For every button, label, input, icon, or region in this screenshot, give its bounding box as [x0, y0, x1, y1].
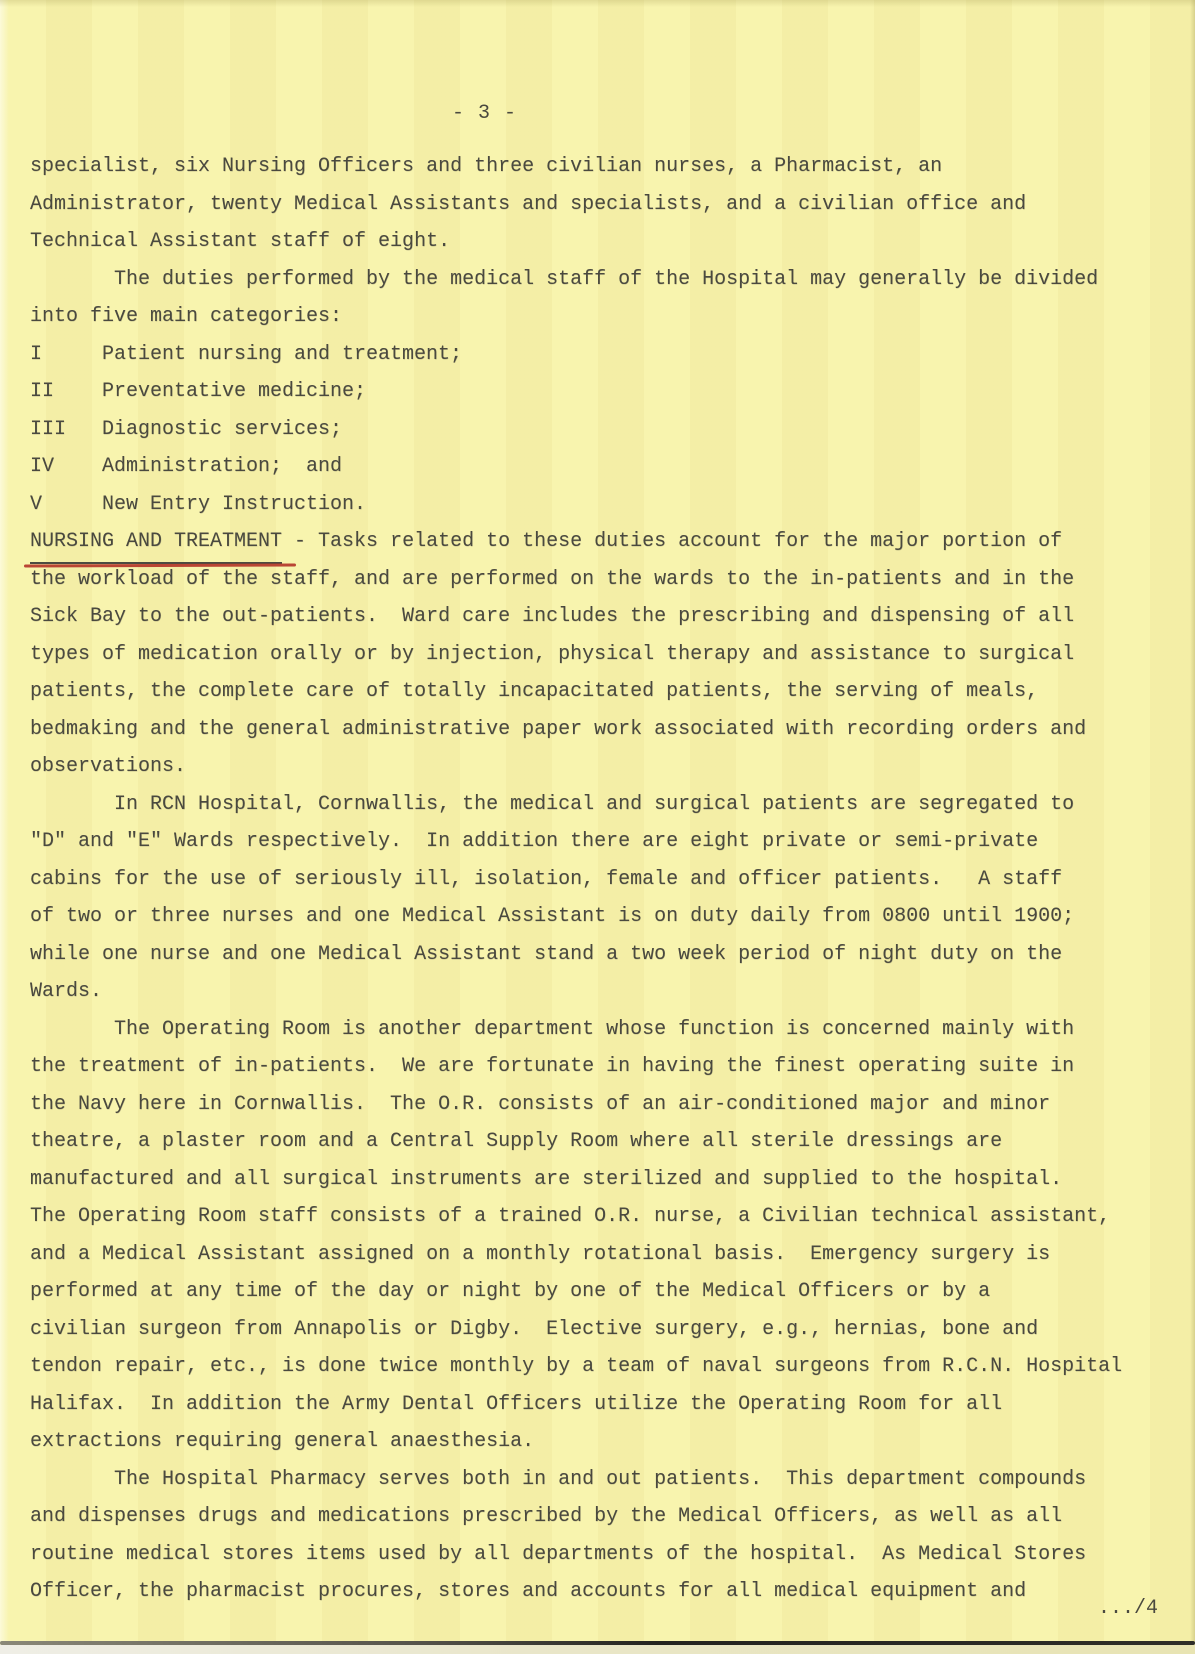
- text-line: The Hospital Pharmacy serves both in and out patients. This department compounds: [30, 1467, 1087, 1491]
- text-line: theatre, a plaster room and a Central Supply Room where all sterile dressings are: [30, 1130, 1003, 1153]
- list-label: Patient nursing and treatment;: [102, 342, 463, 366]
- text-line: extractions requiring general anaesthesia.: [30, 1430, 535, 1453]
- list-item-line: [30, 486, 1180, 524]
- text-line: manufactured and all surgical instruments are sterilized and supplied to the hospital.: [30, 1167, 1063, 1191]
- text-line: Wards.: [30, 980, 103, 1003]
- text-line: The Operating Room is another department whose function is concerned mainly with: [30, 1017, 1075, 1041]
- text-line: types of medication orally or by injection, physical therapy and assistance to surgical: [30, 642, 1075, 666]
- scanner-background-strip: [0, 1645, 1195, 1654]
- list-label: Preventative medicine;: [102, 380, 367, 403]
- list-numeral: III: [30, 417, 67, 441]
- list-item-line: [30, 336, 1180, 374]
- list-label: New Entry Instruction.: [102, 492, 367, 516]
- text-line: cabins for the use of seriously ill, isolation, female and officer patients. A staff: [30, 867, 1063, 891]
- text-line: The Operating Room staff consists of a trained O.R. nurse, a Civilian technical assistant,: [30, 1205, 1111, 1228]
- text-line: Technical Assistant staff of eight.: [30, 230, 451, 253]
- text-line: observations.: [30, 755, 187, 778]
- list-item-line: [30, 448, 1180, 486]
- list-numeral: IV: [30, 455, 55, 478]
- text-line: while one nurse and one Medical Assistant stand a two week period of night duty on the: [30, 942, 1063, 966]
- list-numeral: V: [30, 492, 43, 516]
- text-line: In RCN Hospital, Cornwallis, the medical and surgical patients are segregated to: [30, 792, 1075, 816]
- list-item-line: [30, 411, 1180, 449]
- text-line: "D" and "E" Wards respectively. In addition there are eight private or semi-private: [30, 830, 1039, 853]
- list-label: Diagnostic services;: [102, 417, 343, 441]
- text-line: and dispenses drugs and medications prescribed by the Medical Officers, as well as all: [30, 1505, 1063, 1528]
- section-heading-underlined: NURSING AND TREATMENT: [30, 523, 282, 564]
- text-line: bedmaking and the general administrative paper work associated with recording orders and: [30, 717, 1087, 741]
- heading-rest-text: - Tasks related to these duties account for the major portion of: [282, 530, 1063, 553]
- text-line: performed at any time of the day or night by one of the Medical Officers or by a: [30, 1280, 991, 1303]
- text-line: the workload of the staff, and are performed on the wards to the in-patients and in the: [30, 567, 1075, 591]
- text-line: into five main categories:: [30, 305, 343, 328]
- text-line: and a Medical Assistant assigned on a monthly rotational basis. Emergency surgery is: [30, 1242, 1051, 1266]
- section-heading-line: [30, 523, 1180, 561]
- list-numeral: II: [30, 380, 55, 403]
- text-line: routine medical stores items used by all departments of the hospital. As Medical Stores: [30, 1542, 1087, 1566]
- text-line: Officer, the pharmacist procures, stores and accounts for all medical equipment and: [30, 1580, 1027, 1603]
- text-line: civilian surgeon from Annapolis or Digby. Elective surgery, e.g., hernias, bone and: [30, 1317, 1039, 1341]
- document-body: [30, 148, 1180, 1611]
- text-line: the treatment of in-patients. We are fortunate in having the finest operating suite in: [30, 1055, 1075, 1078]
- text-line: Sick Bay to the out-patients. Ward care includes the prescribing and dispensing of all: [30, 605, 1075, 628]
- text-line: specialist, six Nursing Officers and three civilian nurses, a Pharmacist, an: [30, 155, 943, 178]
- page-number: - 3 -: [452, 102, 518, 125]
- text-line: Administrator, twenty Medical Assistants and specialists, and a civilian office and: [30, 192, 1027, 216]
- continuation-mark: .../4: [1098, 1597, 1159, 1620]
- text-line: of two or three nurses and one Medical Assistant is on duty daily from 0800 until 1900;: [30, 905, 1075, 928]
- text-line: Halifax. In addition the Army Dental Officers utilize the Operating Room for all: [30, 1392, 1003, 1416]
- list-numeral: I: [30, 342, 43, 366]
- text-line: The duties performed by the medical staff of the Hospital may generally be divided: [30, 267, 1099, 291]
- text-line: the Navy here in Cornwallis. The O.R. consists of an air-conditioned major and minor: [30, 1092, 1051, 1116]
- list-item-line: [30, 373, 1180, 411]
- list-label: Administration; and: [102, 455, 343, 478]
- text-line: patients, the complete care of totally incapacitated patients, the serving of meals,: [30, 680, 1039, 703]
- text-line: tendon repair, etc., is done twice monthly by a team of naval surgeons from R.C.N. Hospital: [30, 1355, 1123, 1378]
